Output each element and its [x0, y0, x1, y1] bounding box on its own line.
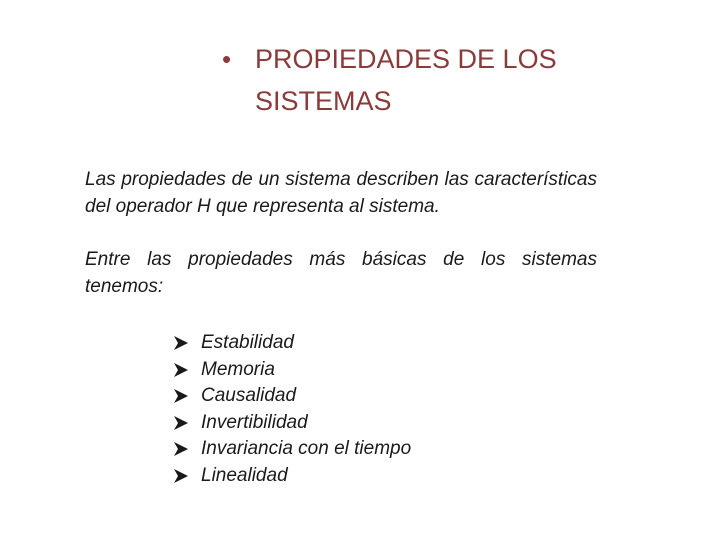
arrowhead-bullet-icon: [173, 415, 201, 431]
list-item-label: Estabilidad: [201, 332, 294, 354]
title-bullet: •: [222, 44, 232, 74]
list-item: [173, 436, 411, 463]
arrowhead-bullet-icon: [173, 441, 201, 457]
intro-paragraph: Las propiedades de un sistema describen las características del operador H que representa al sistema.: [85, 169, 597, 217]
list-item-label: Invariancia con el tiempo: [201, 438, 412, 460]
list-item: [173, 357, 411, 384]
list-item: [173, 410, 411, 437]
arrowhead-bullet-icon: [173, 388, 201, 404]
list-item-label: Causalidad: [201, 385, 297, 407]
list-item: [173, 463, 411, 490]
arrowhead-bullet-icon: [173, 335, 201, 351]
title-line-2: SISTEMAS: [255, 86, 392, 116]
list-item: [173, 330, 411, 357]
list-item: [173, 383, 411, 410]
arrowhead-bullet-icon: [173, 362, 201, 378]
properties-list: [173, 330, 411, 489]
list-item-label: Linealidad: [201, 464, 288, 486]
title-line-1: PROPIEDADES DE LOS: [255, 44, 557, 74]
list-item-label: Memoria: [201, 358, 275, 380]
slide-title: [222, 38, 622, 122]
lead-paragraph: Entre las propiedades más básicas de los sistemas tenemos:: [85, 249, 597, 297]
arrowhead-bullet-icon: [173, 468, 201, 484]
list-item-label: Invertibilidad: [201, 411, 308, 433]
